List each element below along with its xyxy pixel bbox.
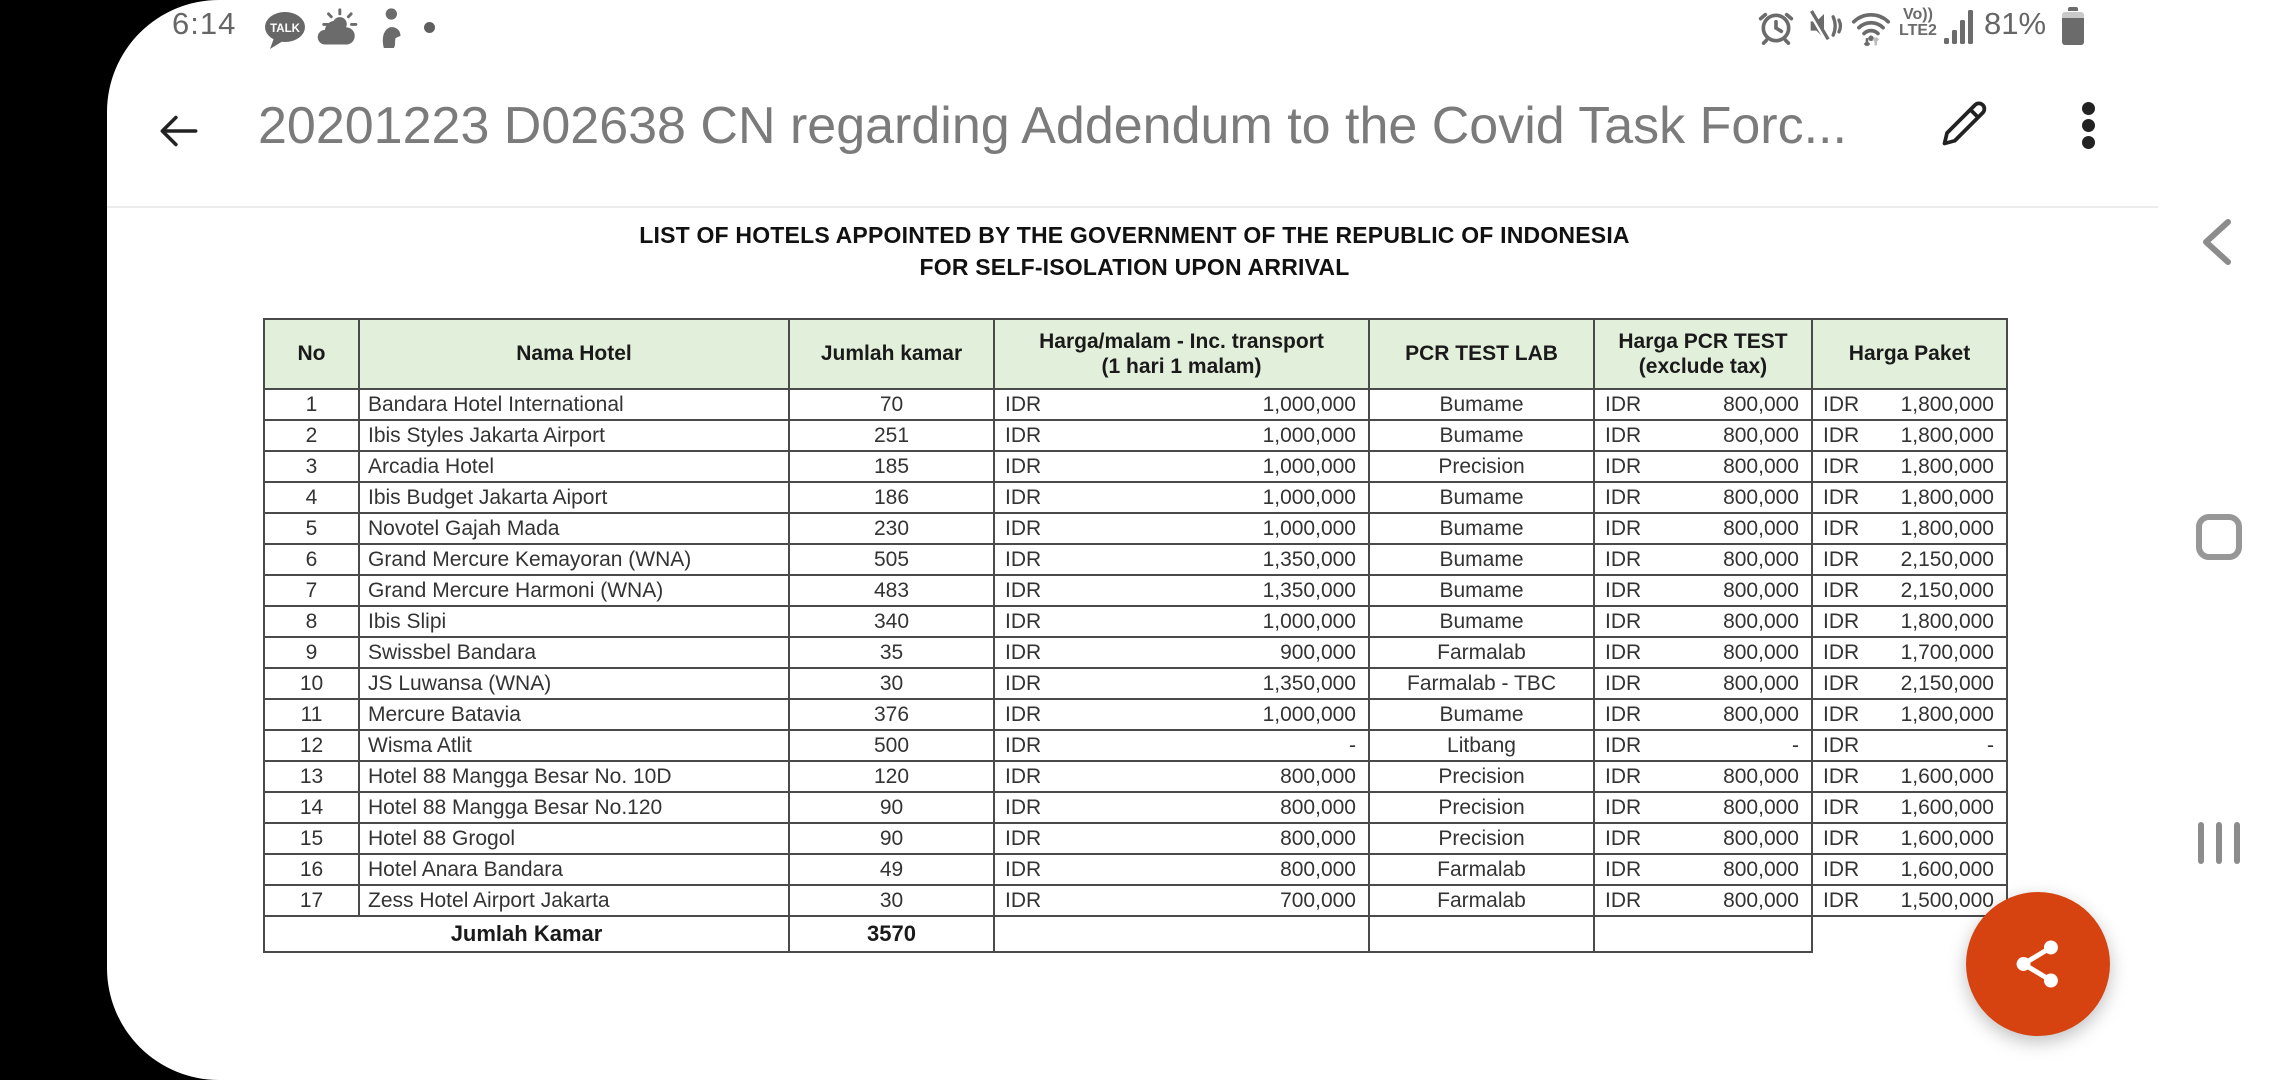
cell-pcr-price: IDR 800,000 [1594, 823, 1812, 854]
alarm-icon [1756, 6, 1796, 46]
cell-package-price: IDR 1,600,000 [1812, 823, 2007, 854]
col-header-pcr-price: Harga PCR TEST (exclude tax) [1594, 319, 1812, 389]
more-options-button[interactable] [2082, 102, 2096, 153]
cell-room-count: 120 [789, 761, 994, 792]
cell-hotel-name: Bandara Hotel International [359, 389, 789, 420]
notification-dot-icon [424, 22, 435, 33]
status-time: 6:14 [172, 6, 237, 41]
cell-price-per-night: IDR 1,350,000 [994, 575, 1369, 606]
col-header-package: Harga Paket [1812, 319, 2007, 389]
cell-pcr-lab: Bumame [1369, 389, 1594, 420]
signal-icon [1944, 8, 1978, 46]
table-total-row [264, 916, 2007, 952]
battery-icon [2062, 7, 2084, 45]
cell-hotel-name: Grand Mercure Harmoni (WNA) [359, 575, 789, 606]
cell-no: 15 [264, 823, 359, 854]
cell-pcr-price: IDR 800,000 [1594, 761, 1812, 792]
person-icon [368, 6, 408, 50]
cell-room-count: 49 [789, 854, 994, 885]
nav-back-button[interactable] [2198, 216, 2234, 268]
table-row [264, 668, 2007, 699]
cell-pcr-lab: Precision [1369, 451, 1594, 482]
table-row [264, 482, 2007, 513]
cell-no: 17 [264, 885, 359, 916]
weather-icon [316, 8, 360, 50]
cell-pcr-lab: Bumame [1369, 606, 1594, 637]
cell-package-price: IDR 2,150,000 [1812, 668, 2007, 699]
cell-pcr-lab: Bumame [1369, 420, 1594, 451]
cell-price-per-night: IDR 800,000 [994, 761, 1369, 792]
cell-no: 16 [264, 854, 359, 885]
document-title-header: 20201223 D02638 CN regarding Addendum to the Covid Task Forc... [258, 97, 1847, 155]
table-row [264, 699, 2007, 730]
cell-package-price: IDR 1,800,000 [1812, 482, 2007, 513]
cell-package-price: IDR 1,800,000 [1812, 420, 2007, 451]
cell-price-per-night: IDR 1,000,000 [994, 420, 1369, 451]
battery-percent: 81% [1984, 6, 2047, 41]
doc-heading-line1: LIST OF HOTELS APPOINTED BY THE GOVERNMENT OF THE REPUBLIC OF INDONESIA [639, 222, 1630, 248]
edit-pencil-button[interactable] [1934, 94, 1994, 154]
cell-no: 9 [264, 637, 359, 668]
cell-price-per-night: IDR 1,000,000 [994, 513, 1369, 544]
cell-hotel-name: Zess Hotel Airport Jakarta [359, 885, 789, 916]
cell-hotel-name: JS Luwansa (WNA) [359, 668, 789, 699]
cell-package-price: IDR 1,600,000 [1812, 792, 2007, 823]
cell-price-per-night: IDR 700,000 [994, 885, 1369, 916]
cell-hotel-name: Ibis Styles Jakarta Airport [359, 420, 789, 451]
total-label: Jumlah Kamar [264, 916, 789, 952]
cell-room-count: 90 [789, 792, 994, 823]
cell-pcr-price: IDR 800,000 [1594, 606, 1812, 637]
cell-pcr-lab: Precision [1369, 792, 1594, 823]
cell-hotel-name: Ibis Budget Jakarta Aiport [359, 482, 789, 513]
cell-pcr-lab: Litbang [1369, 730, 1594, 761]
cell-hotel-name: Wisma Atlit [359, 730, 789, 761]
cell-hotel-name: Hotel 88 Grogol [359, 823, 789, 854]
col-header-lab: PCR TEST LAB [1369, 319, 1594, 389]
cell-no: 13 [264, 761, 359, 792]
cell-pcr-price: IDR 800,000 [1594, 575, 1812, 606]
cell-pcr-price: IDR 800,000 [1594, 637, 1812, 668]
total-rooms: 3570 [789, 916, 994, 952]
cell-price-per-night: IDR 800,000 [994, 823, 1369, 854]
total-empty-cell [994, 916, 1369, 952]
cell-room-count: 500 [789, 730, 994, 761]
header-divider [107, 206, 2158, 208]
cell-price-per-night: IDR 1,000,000 [994, 451, 1369, 482]
share-button[interactable] [1966, 892, 2110, 1036]
cell-room-count: 185 [789, 451, 994, 482]
table-row [264, 854, 2007, 885]
cell-room-count: 505 [789, 544, 994, 575]
cell-no: 8 [264, 606, 359, 637]
kakaotalk-icon [262, 10, 308, 52]
table-row [264, 575, 2007, 606]
volte-indicator: Vo)) LTE2 [1899, 6, 1937, 39]
cell-price-per-night: IDR 1,000,000 [994, 606, 1369, 637]
cell-hotel-name: Ibis Slipi [359, 606, 789, 637]
cell-hotel-name: Arcadia Hotel [359, 451, 789, 482]
cell-no: 1 [264, 389, 359, 420]
cell-pcr-price: IDR - [1594, 730, 1812, 761]
cell-price-per-night: IDR - [994, 730, 1369, 761]
total-empty-cell [1369, 916, 1594, 952]
cell-price-per-night: IDR 1,000,000 [994, 699, 1369, 730]
cell-pcr-lab: Precision [1369, 761, 1594, 792]
table-row [264, 513, 2007, 544]
table-row [264, 730, 2007, 761]
cell-pcr-price: IDR 800,000 [1594, 544, 1812, 575]
cell-pcr-lab: Bumame [1369, 482, 1594, 513]
cell-no: 12 [264, 730, 359, 761]
cell-no: 7 [264, 575, 359, 606]
cell-pcr-lab: Bumame [1369, 544, 1594, 575]
doc-heading-line2: FOR SELF-ISOLATION UPON ARRIVAL [919, 254, 1350, 280]
col-header-no: No [264, 319, 359, 389]
wifi-icon [1848, 6, 1894, 50]
cell-hotel-name: Hotel 88 Mangga Besar No. 10D [359, 761, 789, 792]
cell-price-per-night: IDR 1,350,000 [994, 544, 1369, 575]
cell-hotel-name: Hotel Anara Bandara [359, 854, 789, 885]
cell-package-price: IDR - [1812, 730, 2007, 761]
nav-home-button[interactable] [2196, 514, 2242, 560]
cell-pcr-lab: Farmalab [1369, 885, 1594, 916]
cell-no: 10 [264, 668, 359, 699]
table-row [264, 823, 2007, 854]
cell-no: 3 [264, 451, 359, 482]
cell-package-price: IDR 1,800,000 [1812, 699, 2007, 730]
cell-room-count: 90 [789, 823, 994, 854]
cell-price-per-night: IDR 1,000,000 [994, 389, 1369, 420]
col-header-hotel: Nama Hotel [359, 319, 789, 389]
table-row [264, 451, 2007, 482]
cell-no: 2 [264, 420, 359, 451]
cell-package-price: IDR 1,600,000 [1812, 854, 2007, 885]
nav-recents-button[interactable] [2198, 822, 2240, 864]
share-icon [2007, 933, 2069, 995]
cell-room-count: 70 [789, 389, 994, 420]
cell-pcr-price: IDR 800,000 [1594, 854, 1812, 885]
table-row [264, 606, 2007, 637]
cell-package-price: IDR 2,150,000 [1812, 544, 2007, 575]
cell-package-price: IDR 1,800,000 [1812, 513, 2007, 544]
cell-pcr-price: IDR 800,000 [1594, 420, 1812, 451]
cell-room-count: 340 [789, 606, 994, 637]
cell-package-price: IDR 1,600,000 [1812, 761, 2007, 792]
cell-pcr-lab: Farmalab [1369, 637, 1594, 668]
cell-no: 4 [264, 482, 359, 513]
col-header-price: Harga/malam - Inc. transport (1 hari 1 malam) [994, 319, 1369, 389]
cell-pcr-price: IDR 800,000 [1594, 389, 1812, 420]
cell-price-per-night: IDR 1,000,000 [994, 482, 1369, 513]
back-button[interactable] [154, 106, 204, 156]
cell-hotel-name: Swissbel Bandara [359, 637, 789, 668]
cell-hotel-name: Hotel 88 Mangga Besar No.120 [359, 792, 789, 823]
table-row [264, 389, 2007, 420]
table-header-row [264, 319, 2007, 389]
cell-pcr-lab: Farmalab [1369, 854, 1594, 885]
cell-pcr-lab: Bumame [1369, 699, 1594, 730]
cell-room-count: 186 [789, 482, 994, 513]
cell-package-price: IDR 1,700,000 [1812, 637, 2007, 668]
cell-pcr-lab: Bumame [1369, 575, 1594, 606]
cell-price-per-night: IDR 800,000 [994, 854, 1369, 885]
cell-pcr-price: IDR 800,000 [1594, 482, 1812, 513]
total-empty-cell [1594, 916, 1812, 952]
cell-hotel-name: Novotel Gajah Mada [359, 513, 789, 544]
cell-room-count: 230 [789, 513, 994, 544]
cell-no: 5 [264, 513, 359, 544]
cell-pcr-price: IDR 800,000 [1594, 792, 1812, 823]
cell-room-count: 30 [789, 668, 994, 699]
cell-no: 11 [264, 699, 359, 730]
table-row [264, 792, 2007, 823]
col-header-rooms: Jumlah kamar [789, 319, 994, 389]
cell-pcr-price: IDR 800,000 [1594, 668, 1812, 699]
cell-pcr-lab: Farmalab - TBC [1369, 668, 1594, 699]
cell-no: 6 [264, 544, 359, 575]
cell-room-count: 30 [789, 885, 994, 916]
cell-package-price: IDR 1,800,000 [1812, 606, 2007, 637]
cell-price-per-night: IDR 900,000 [994, 637, 1369, 668]
cell-room-count: 35 [789, 637, 994, 668]
cell-room-count: 483 [789, 575, 994, 606]
cell-pcr-price: IDR 800,000 [1594, 451, 1812, 482]
cell-price-per-night: IDR 800,000 [994, 792, 1369, 823]
cell-pcr-price: IDR 800,000 [1594, 699, 1812, 730]
hotel-table [263, 318, 2008, 953]
cell-pcr-lab: Precision [1369, 823, 1594, 854]
cell-room-count: 376 [789, 699, 994, 730]
table-row [264, 637, 2007, 668]
cell-package-price: IDR 1,800,000 [1812, 389, 2007, 420]
cell-package-price: IDR 2,150,000 [1812, 575, 2007, 606]
cell-pcr-price: IDR 800,000 [1594, 513, 1812, 544]
table-row [264, 544, 2007, 575]
cell-pcr-price: IDR 800,000 [1594, 885, 1812, 916]
cell-price-per-night: IDR 1,350,000 [994, 668, 1369, 699]
table-row [264, 420, 2007, 451]
table-row [264, 885, 2007, 916]
cell-room-count: 251 [789, 420, 994, 451]
svg-text:TALK: TALK [270, 23, 300, 35]
cell-package-price: IDR 1,500,000 [1812, 885, 2007, 916]
cell-hotel-name: Grand Mercure Kemayoran (WNA) [359, 544, 789, 575]
cell-pcr-lab: Bumame [1369, 513, 1594, 544]
cell-hotel-name: Mercure Batavia [359, 699, 789, 730]
table-row [264, 761, 2007, 792]
cell-no: 14 [264, 792, 359, 823]
cell-package-price: IDR 1,800,000 [1812, 451, 2007, 482]
vibrate-icon [1804, 6, 1844, 46]
